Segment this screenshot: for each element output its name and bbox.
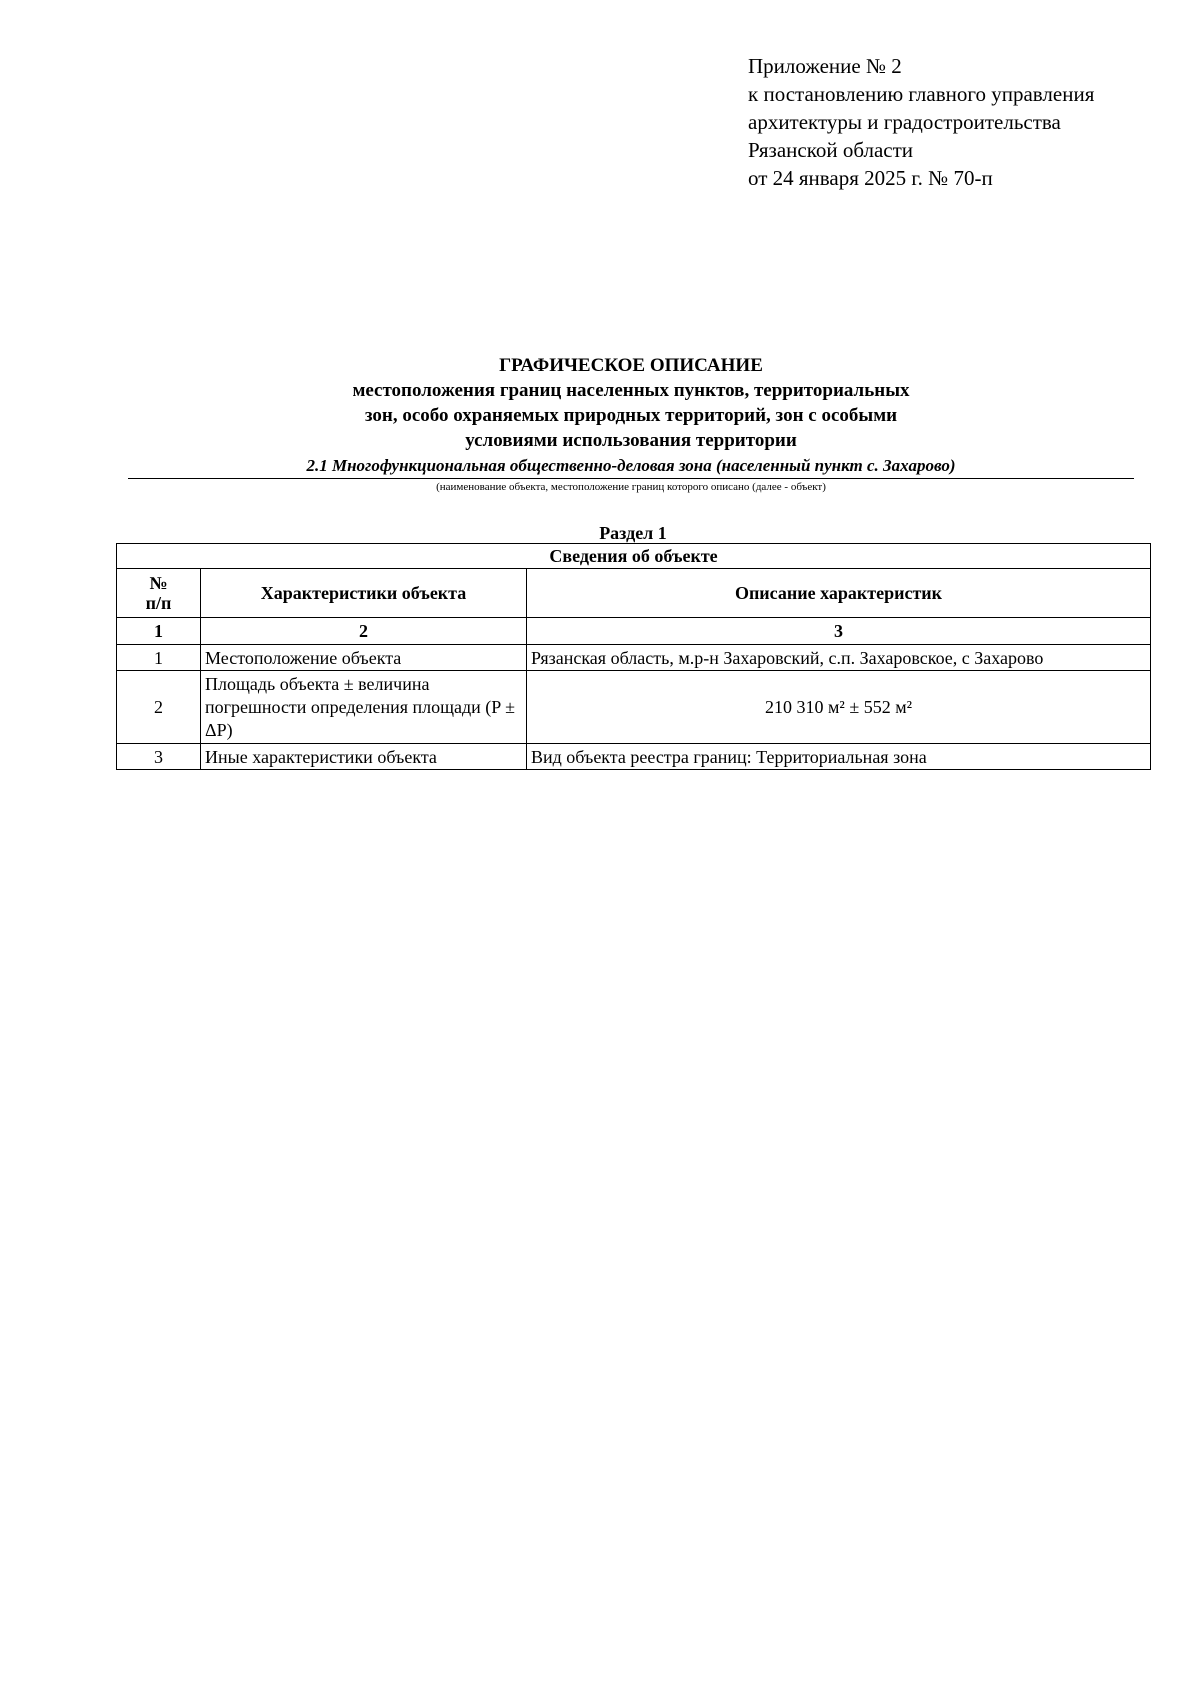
document-subtitle-line: местоположения границ населенных пунктов, территориальных — [352, 380, 910, 401]
appendix-line: к постановлению главного управления — [748, 82, 1095, 106]
object-name: 2.1 Многофункциональная общественно-деловая зона (населенный пункт с. Захарово) — [128, 455, 1134, 479]
table-row — [117, 671, 1151, 744]
appendix-line: Рязанской области — [748, 138, 914, 162]
title-block — [128, 354, 1134, 494]
appendix-block — [748, 52, 1168, 192]
table-row — [117, 645, 1151, 671]
section-title: Раздел 1 — [599, 523, 667, 543]
object-info-table — [116, 543, 1151, 770]
column-number: 2 — [201, 618, 527, 645]
table-header-row — [117, 569, 1151, 618]
column-header-num — [117, 569, 201, 618]
column-number: 1 — [117, 618, 201, 645]
column-number: 3 — [527, 618, 1151, 645]
document-subtitle-line: условиями использования территории — [465, 430, 797, 451]
column-header-num-line1: № — [149, 573, 168, 593]
document-subtitle-line: зон, особо охраняемых природных территорий, зон с особыми — [364, 405, 898, 426]
appendix-line: Приложение № 2 — [748, 54, 902, 78]
appendix-line: от 24 января 2025 г. № 70-п — [748, 166, 993, 190]
row-characteristic: Иные характеристики объекта — [201, 744, 527, 770]
column-number-row — [117, 618, 1151, 645]
row-description: 210 310 м² ± 552 м² — [527, 671, 1151, 744]
column-header-num-line2: п/п — [145, 593, 172, 613]
table-caption-row — [117, 544, 1151, 569]
appendix-line: архитектуры и градостроительства — [748, 110, 1061, 134]
row-description: Рязанская область, м.р-н Захаровский, с.п. Захаровское, с Захарово — [527, 645, 1151, 671]
row-description: Вид объекта реестра границ: Территориальная зона — [527, 744, 1151, 770]
column-header-description: Описание характеристик — [527, 569, 1151, 618]
row-number: 1 — [117, 645, 201, 671]
row-characteristic: Площадь объекта ± величина погрешности определения площади (P ± ΔP) — [201, 671, 527, 744]
row-number: 2 — [117, 671, 201, 744]
table-caption: Сведения об объекте — [117, 544, 1151, 569]
column-header-characteristic: Характеристики объекта — [201, 569, 527, 618]
object-caption: (наименование объекта, местоположение границ которого описано (далее - объект) — [436, 481, 826, 493]
row-characteristic: Местоположение объекта — [201, 645, 527, 671]
document-title: ГРАФИЧЕСКОЕ ОПИСАНИЕ — [499, 355, 763, 376]
row-number: 3 — [117, 744, 201, 770]
table-row — [117, 744, 1151, 770]
